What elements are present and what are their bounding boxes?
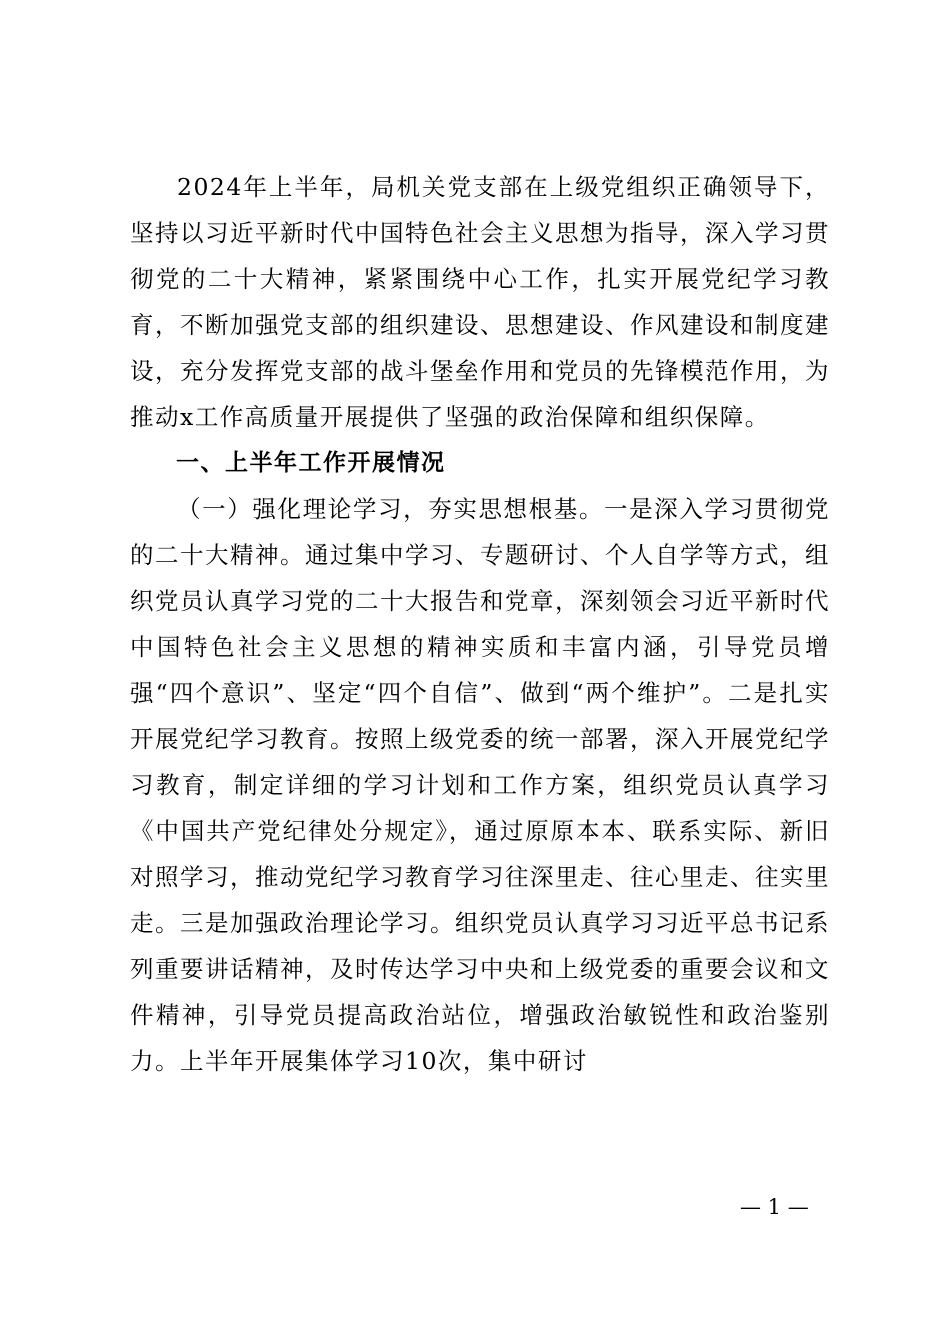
intro-paragraph: 2024年上半年，局机关党支部在上级党组织正确领导下，坚持以习近平新时代中国特色社会主义思想为指导，深入学习贯彻党的二十大精神，紧紧围绕中心工作，扎实开展党纪学习教育，不断加强党支部的组织建设、思想建设、作风建设和制度建设，充分发挥党支部的战斗堡垒作用和党员的先锋模范作用，为推动x工作高质量开展提供了坚强的政治保障和组织保障。 [130,173,830,431]
section-paragraph: （一）强化理论学习，夯实思想根基。一是深入学习贯彻党的二十大精神。通过集中学习、专题研讨、个人自学等方式，组织党员认真学习党的二十大报告和党章，深刻领会习近平新时代中国特色社会主义思想的精神实质和丰富内涵，引导党员增强“四个意识”、坚定“四个自信”、做到“两个维护”。二是扎实开展党纪学习教育。按照上级党委的统一部署，深入开展党纪学习教育，制定详细的学习计划和工作方案，组织党员认真学习《中国共产党纪律处分规定》，通过原原本本、联系实际、新旧对照学习，推动党纪学习教育学习往深里走、往心里走、往实里走。三是加强政治理论学习。组织党员认真学习习近平总书记系列重要讲话精神，及时传达学习中央和上级党委的重要会议和文件精神，引导党员提高政治站位，增强政治敏锐性和政治鉴别力。上半年开展集体学习10次，集中研讨 [130,495,830,1075]
document-body [130,164,830,1084]
section-heading: 一、上半年工作开展情况 [176,450,446,476]
page-number: — 1 — [740,1195,809,1219]
